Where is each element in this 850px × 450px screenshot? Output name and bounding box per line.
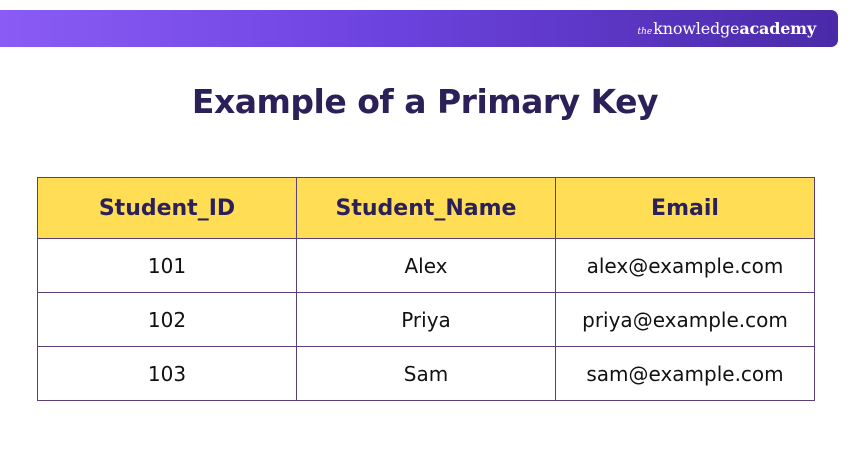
table-row	[38, 239, 815, 293]
brand-logo	[638, 18, 817, 43]
page-title: Example of a Primary Key	[191, 82, 659, 121]
cell-student-name: Alex	[297, 239, 556, 293]
cell-student-id: 102	[38, 293, 297, 347]
cell-email: alex@example.com	[556, 239, 815, 293]
column-header-student-id: Student_ID	[38, 178, 297, 239]
cell-student-id: 101	[38, 239, 297, 293]
brand-logo-the: the	[637, 27, 653, 37]
cell-email: sam@example.com	[556, 347, 815, 401]
primary-key-table	[37, 177, 815, 401]
table-header-row	[38, 178, 815, 239]
table-row	[38, 293, 815, 347]
brand-logo-knowledge: knowledge	[653, 19, 740, 38]
column-header-email: Email	[556, 178, 815, 239]
brand-header-bar	[0, 10, 838, 47]
column-header-student-name: Student_Name	[297, 178, 556, 239]
brand-logo-academy: academy	[739, 19, 816, 38]
table-row	[38, 347, 815, 401]
cell-email: priya@example.com	[556, 293, 815, 347]
cell-student-name: Sam	[297, 347, 556, 401]
cell-student-id: 103	[38, 347, 297, 401]
cell-student-name: Priya	[297, 293, 556, 347]
